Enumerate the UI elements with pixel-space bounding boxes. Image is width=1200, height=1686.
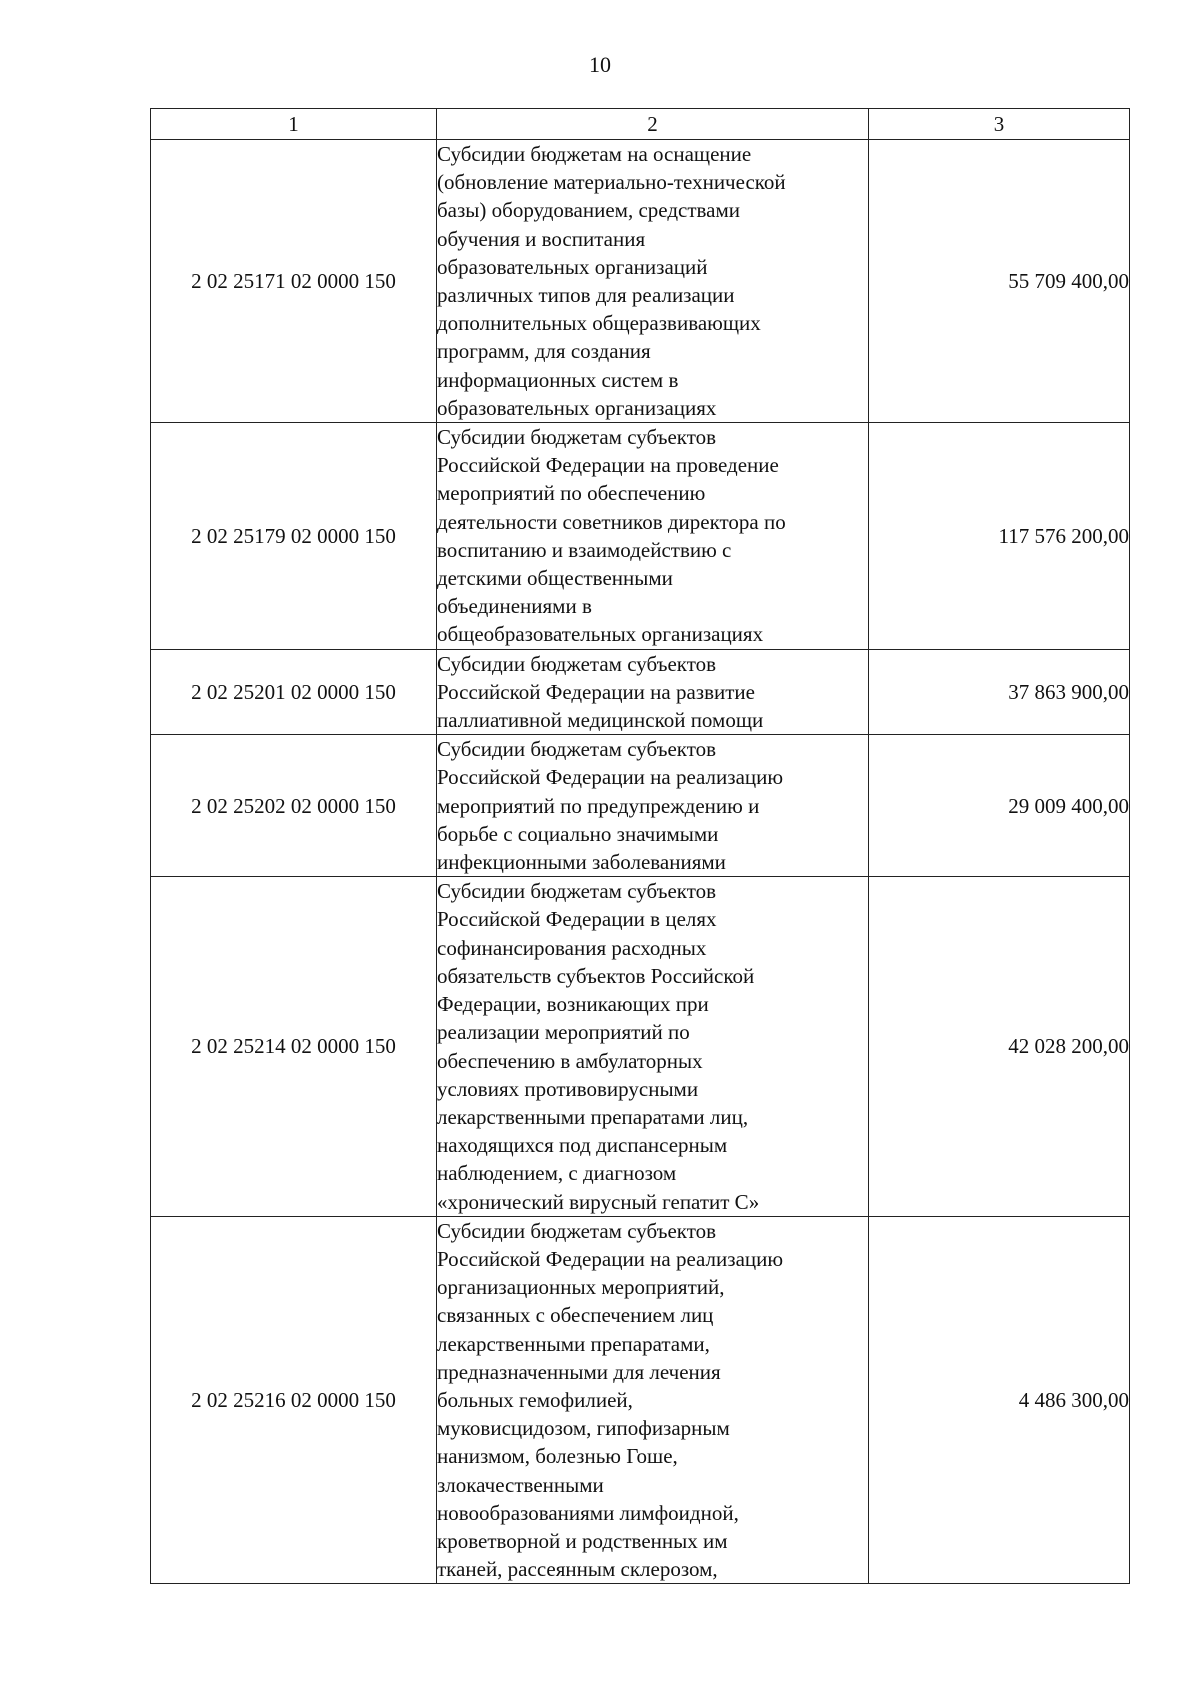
- budget-code-cell: 2 02 25214 02 0000 150: [151, 877, 437, 1216]
- column-header-description: 2: [437, 109, 869, 140]
- amount-cell: 29 009 400,00: [869, 735, 1130, 877]
- amount-cell: 55 709 400,00: [869, 140, 1130, 423]
- table-row: [151, 423, 1130, 650]
- table-row: [151, 649, 1130, 735]
- column-header-code: 1: [151, 109, 437, 140]
- page-number: 10: [589, 52, 611, 77]
- description-cell: Субсидии бюджетам субъектов Российской Федерации на реализацию мероприятий по предупреждению и борьбе с социально значимыми инфекционными заболеваниями: [437, 735, 869, 877]
- description-cell: Субсидии бюджетам на оснащение (обновление материально-технической базы) оборудованием, средствами обучения и воспитания образовательных организаций различных типов для реализации дополнительных общеразвивающих программ, для создания информационных систем в образовательных организациях: [437, 140, 869, 423]
- amount-cell: 37 863 900,00: [869, 649, 1130, 735]
- table-row: [151, 1216, 1130, 1584]
- description-cell: Субсидии бюджетам субъектов Российской Федерации в целях софинансирования расходных обязательств субъектов Российской Федерации, возникающих при реализации мероприятий по обеспечению в амбулаторных условиях противовирусными лекарственными препаратами лиц, находящихся под диспансерным наблюдением, с диагнозом «хронический вирусный гепатит С»: [437, 877, 869, 1216]
- amount-cell: 42 028 200,00: [869, 877, 1130, 1216]
- budget-code-cell: 2 02 25171 02 0000 150: [151, 140, 437, 423]
- description-cell: Субсидии бюджетам субъектов Российской Федерации на развитие паллиативной медицинской помощи: [437, 649, 869, 735]
- amount-cell: 4 486 300,00: [869, 1216, 1130, 1584]
- table-row: [151, 140, 1130, 423]
- table-row: [151, 877, 1130, 1216]
- budget-code-cell: 2 02 25179 02 0000 150: [151, 423, 437, 650]
- column-header-amount: 3: [869, 109, 1130, 140]
- header-row: [151, 109, 1130, 140]
- amount-cell: 117 576 200,00: [869, 423, 1130, 650]
- table-row: [151, 735, 1130, 877]
- description-cell: Субсидии бюджетам субъектов Российской Федерации на реализацию организационных мероприятий, связанных с обеспечением лиц лекарственными препаратами, предназначенными для лечения больных гемофилией, муковисцидозом, гипофизарным нанизмом, болезнью Гоше, злокачественными новообразованиями лимфоидной, кроветворной и родственных им тканей, рассеянным склерозом,: [437, 1216, 869, 1584]
- description-cell: Субсидии бюджетам субъектов Российской Федерации на проведение мероприятий по обеспечению деятельности советников директора по воспитанию и взаимодействию с детскими общественными объединениями в общеобразовательных организациях: [437, 423, 869, 650]
- budget-code-cell: 2 02 25216 02 0000 150: [151, 1216, 437, 1584]
- budget-table: [150, 108, 1130, 1584]
- budget-code-cell: 2 02 25202 02 0000 150: [151, 735, 437, 877]
- budget-code-cell: 2 02 25201 02 0000 150: [151, 649, 437, 735]
